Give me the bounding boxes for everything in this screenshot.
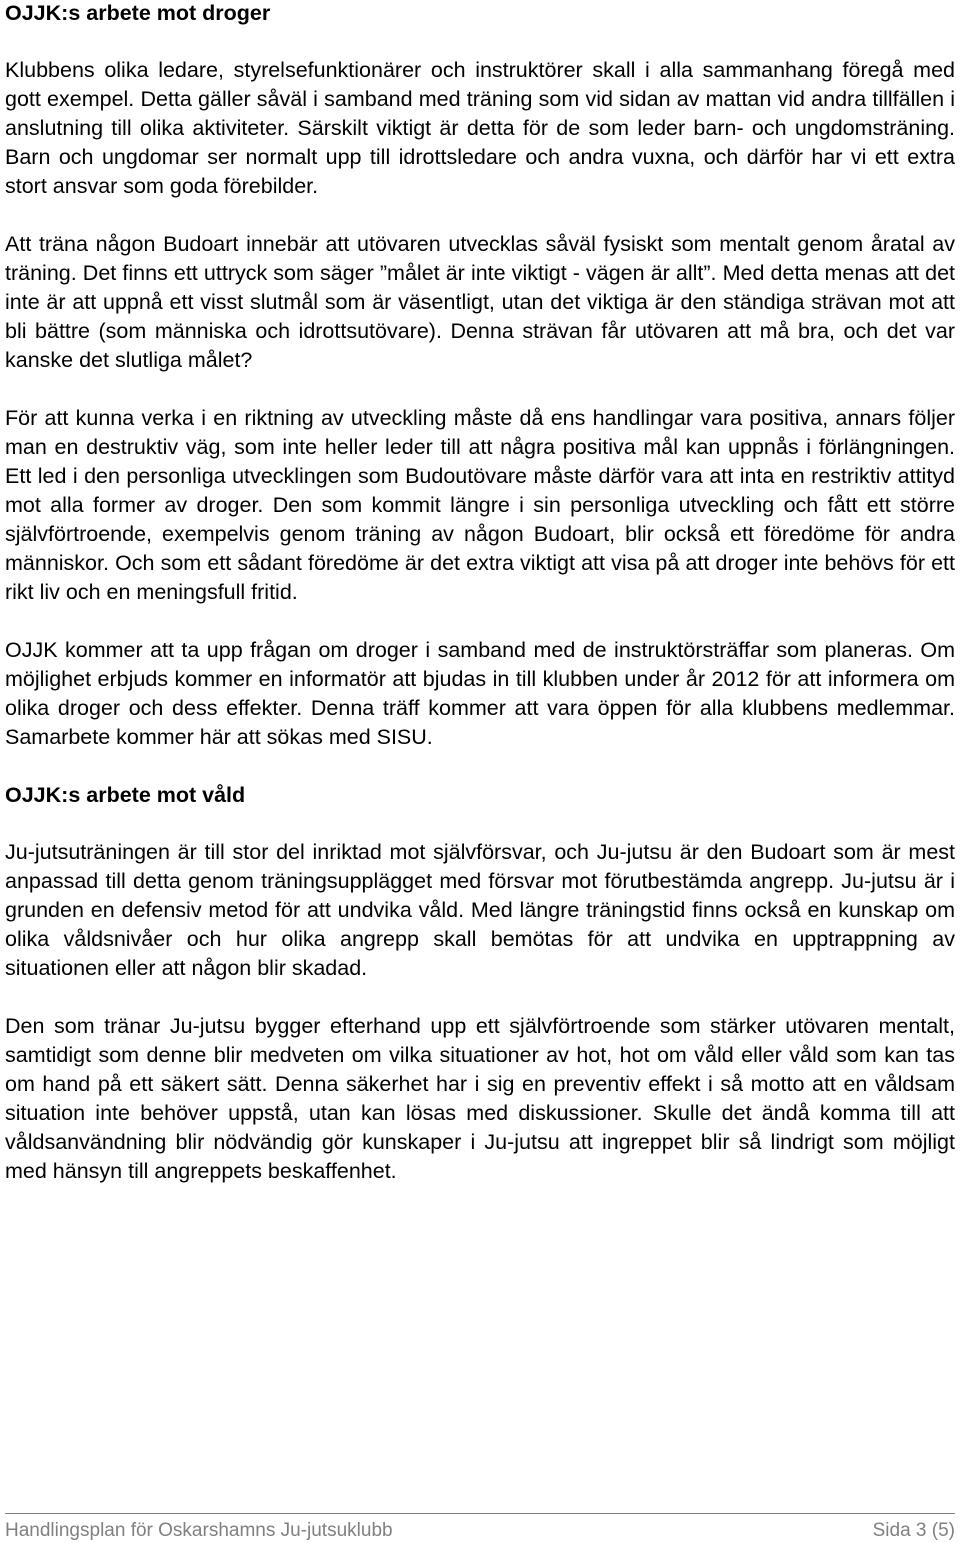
footer-page-number: Sida 3 (5) [872,1520,955,1541]
paragraph-drugs-3: För att kunna verka i en riktning av utveckling måste då ens handlingar vara positiva, annars följer man en destruktiv väg, som inte heller leder till att några positiva mål kan uppnås i förlängningen. Ett led i den personliga utvecklingen som Budoutövare måste därför vara att inta en restriktiv attityd mot alla former av droger. Den som kommit längre i sin personliga utveckling och fått ett större självförtroende, exempelvis genom träning av någon Budoart, blir också ett föredöme för andra människor. Och som ett sådant föredöme är det extra viktigt att visa på att droger inte behövs för ett rikt liv och en meningsfull fritid. [5,406,955,604]
footer-divider [5,1513,955,1514]
section-heading-violence: OJJK:s arbete mot våld [5,783,246,807]
paragraph-drugs-2: Att träna någon Budoart innebär att utövaren utvecklas såväl fysiskt som mentalt genom åratal av träning. Det finns ett uttryck som säger ”målet är inte viktigt - vägen är allt”. Med detta menas att det inte är att uppnå ett visst slutmål som är väsentligt, utan det viktiga är den ständiga strävan mot att bli bättre (som människa och idrottsutövare). Denna strävan får utövaren att må bra, och det var kanske det slutliga målet? [5,232,955,372]
paragraph-violence-2: Den som tränar Ju-jutsu bygger efterhand upp ett självförtroende som stärker utövaren mentalt, samtidigt som denne blir medveten om vilka situationer av hot, hot om våld eller våld som kan tas om hand på ett säkert sätt. Denna säkerhet har i sig en preventiv effekt i så motto att en våldsam situation inte behöver uppstå, utan kan lösas med diskussioner. Skulle det ändå komma till att våldsanvändning blir nödvändig gör kunskaper i Ju-jutsu att ingreppet blir så lindrigt som möjligt med hänsyn till angreppets beskaffenhet. [5,1014,955,1183]
page-footer [5,1519,955,1543]
paragraph-drugs-4: OJJK kommer att ta upp frågan om droger i samband med de instruktörsträffar som planeras. Om möjlighet erbjuds kommer en informatör att bjudas in till klubben under år 2012 för att informera om olika droger och dess effekter. Denna träff kommer att vara öppen för alla klubbens medlemmar. Samarbete kommer här att sökas med SISU. [5,638,955,749]
section-heading-drugs: OJJK:s arbete mot droger [5,1,271,25]
paragraph-violence-1: Ju-jutsuträningen är till stor del inriktad mot självförsvar, och Ju-jutsu är den Budoart som är mest anpassad till detta genom träningsupplägget med försvar mot förutbestämda angrepp. Ju-jutsu är i grunden en defensiv metod för att undvika våld. Med längre träningstid finns också en kunskap om olika våldsnivåer och hur olika angrepp skall bemötas för att undvika en upptrappning av situationen eller att någon blir skadad. [5,840,955,980]
paragraph-drugs-1: Klubbens olika ledare, styrelsefunktionärer och instruktörer skall i alla sammanhang föregå med gott exempel. Detta gäller såväl i samband med träning som vid sidan av mattan vid andra tillfällen i anslutning till olika aktiviteter. Särskilt viktigt är detta för de som leder barn- och ungdomsträning. Barn och ungdomar ser normalt upp till idrottsledare och andra vuxna, och därför har vi ett extra stort ansvar som goda förebilder. [5,58,955,198]
document-page [5,0,955,1186]
footer-document-title: Handlingsplan för Oskarshamns Ju-jutsuklubb [5,1520,393,1541]
